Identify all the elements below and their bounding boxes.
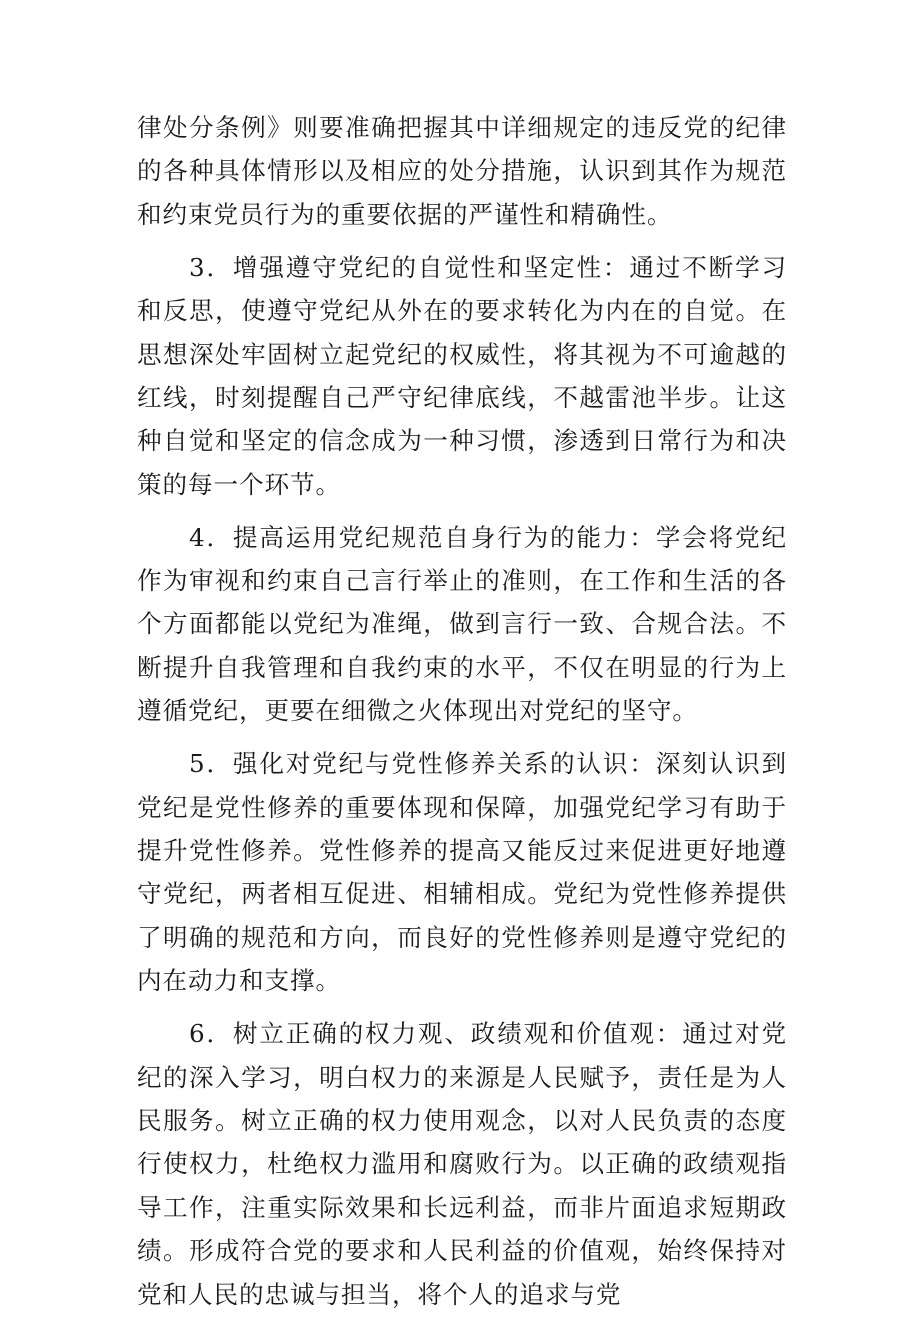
paragraph-item-4: 4．提高运用党纪规范自身行为的能力：学会将党纪作为审视和约束自己言行举止的准则，在工作和生活的各个方面都能以党纪为准绳，做到言行一致、合规合法。不断提升自我管理和自我约束的水平，不仅在明显的行为上遵循党纪，更要在细微之火体现出对党纪的坚守。 [137, 522, 787, 726]
paragraph-continuation: 律处分条例》则要准确把握其中详细规定的违反党的纪律的各种具体情形以及相应的处分措施，认识到其作为规范和约束党员行为的重要依据的严谨性和精确性。 [137, 113, 787, 229]
document-body [137, 106, 787, 1325]
paragraph-item-6: 6．树立正确的权力观、政绩观和价值观：通过对党纪的深入学习，明白权力的来源是人民赋予，责任是为人民服务。树立正确的权力使用观念，以对人民负责的态度行使权力，杜绝权力滥用和腐败行为。以正确的政绩观指导工作，注重实际效果和长远利益，而非片面追求短期政绩。形成符合党的要求和人民利益的价值观，始终保持对党和人民的忠诚与担当，将个人的追求与党 [137, 1019, 787, 1309]
paragraph-item-5: 5．强化对党纪与党性修养关系的认识：深刻认识到党纪是党性修养的重要体现和保障，加强党纪学习有助于提升党性修养。党性修养的提高又能反过来促进更好地遵守党纪，两者相互促进、相辅相成。党纪为党性修养提供了明确的规范和方向，而良好的党性修养则是遵守党纪的内在动力和支撑。 [137, 749, 787, 996]
paragraph-item-3: 3．增强遵守党纪的自觉性和坚定性：通过不断学习和反思，使遵守党纪从外在的要求转化为内在的自觉。在思想深处牢固树立起党纪的权威性，将其视为不可逾越的红线，时刻提醒自己严守纪律底线，不越雷池半步。让这种自觉和坚定的信念成为一种习惯，渗透到日常行为和决策的每一个环节。 [137, 252, 787, 499]
